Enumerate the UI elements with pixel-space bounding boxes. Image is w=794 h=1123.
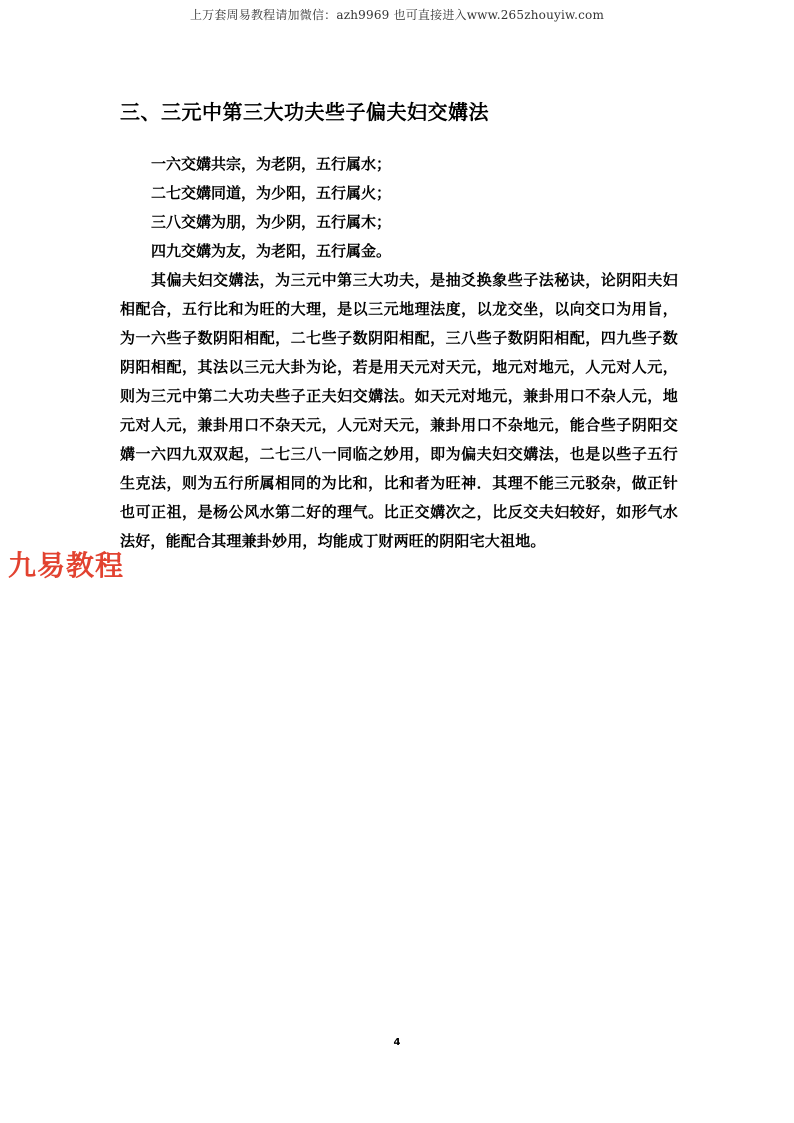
verse-line: 四九交媾为友，为老阳，五行属金。 xyxy=(151,242,392,260)
verse-line: 三八交媾为朋，为少阴，五行属木； xyxy=(151,213,392,231)
watermark-logo: 九易教程 xyxy=(8,549,125,582)
section-title: 三、三元中第三大功夫些子偏夫妇交媾法 xyxy=(120,100,489,124)
verse-line: 二七交媾同道，为少阳，五行属火； xyxy=(151,184,392,202)
verse-line: 一六交媾共宗，为老阴，五行属水； xyxy=(151,155,392,173)
header-note: 上万套周易教程请加微信：azh9969 也可直接进入www.265zhouyiw.com xyxy=(189,8,605,22)
page-number: 4 xyxy=(393,1037,401,1048)
body-paragraph: 其偏夫妇交媾法，为三元中第三大功夫，是抽爻换象些子法秘诀，论阴阳夫妇相配合，五行比和为旺的大理，是以三元地理法度，以龙交坐，以向交口为用旨，为一六些子数阴阳相配，二七些子数阴阳相配，三八些子数阴阳相配，四九些子数阴阳相配，其法以三元大卦为论，若是用天元对天元，地元对地元，人元对人元，则为三元中第二大功夫些子正夫妇交媾法。如天元对地元，兼卦用口不杂人元，地元对人元，兼卦用口不杂天元，人元对天元，兼卦用口不杂地元，能合些子阴阳交媾一六四九双双起，二七三八一同临之妙用，即为偏夫妇交媾法，也是以些子五行生克法，则为五行所属相同的为比和，比和者为旺神．其理不能三元驳杂，做正针也可正祖，是杨公风水第二好的理气。比正交媾次之，比反交夫妇较好，如形气水法好，能配合其理兼卦妙用，均能成丁财两旺的阴阳宅大祖地。 xyxy=(120,271,678,550)
body-content xyxy=(120,150,678,556)
